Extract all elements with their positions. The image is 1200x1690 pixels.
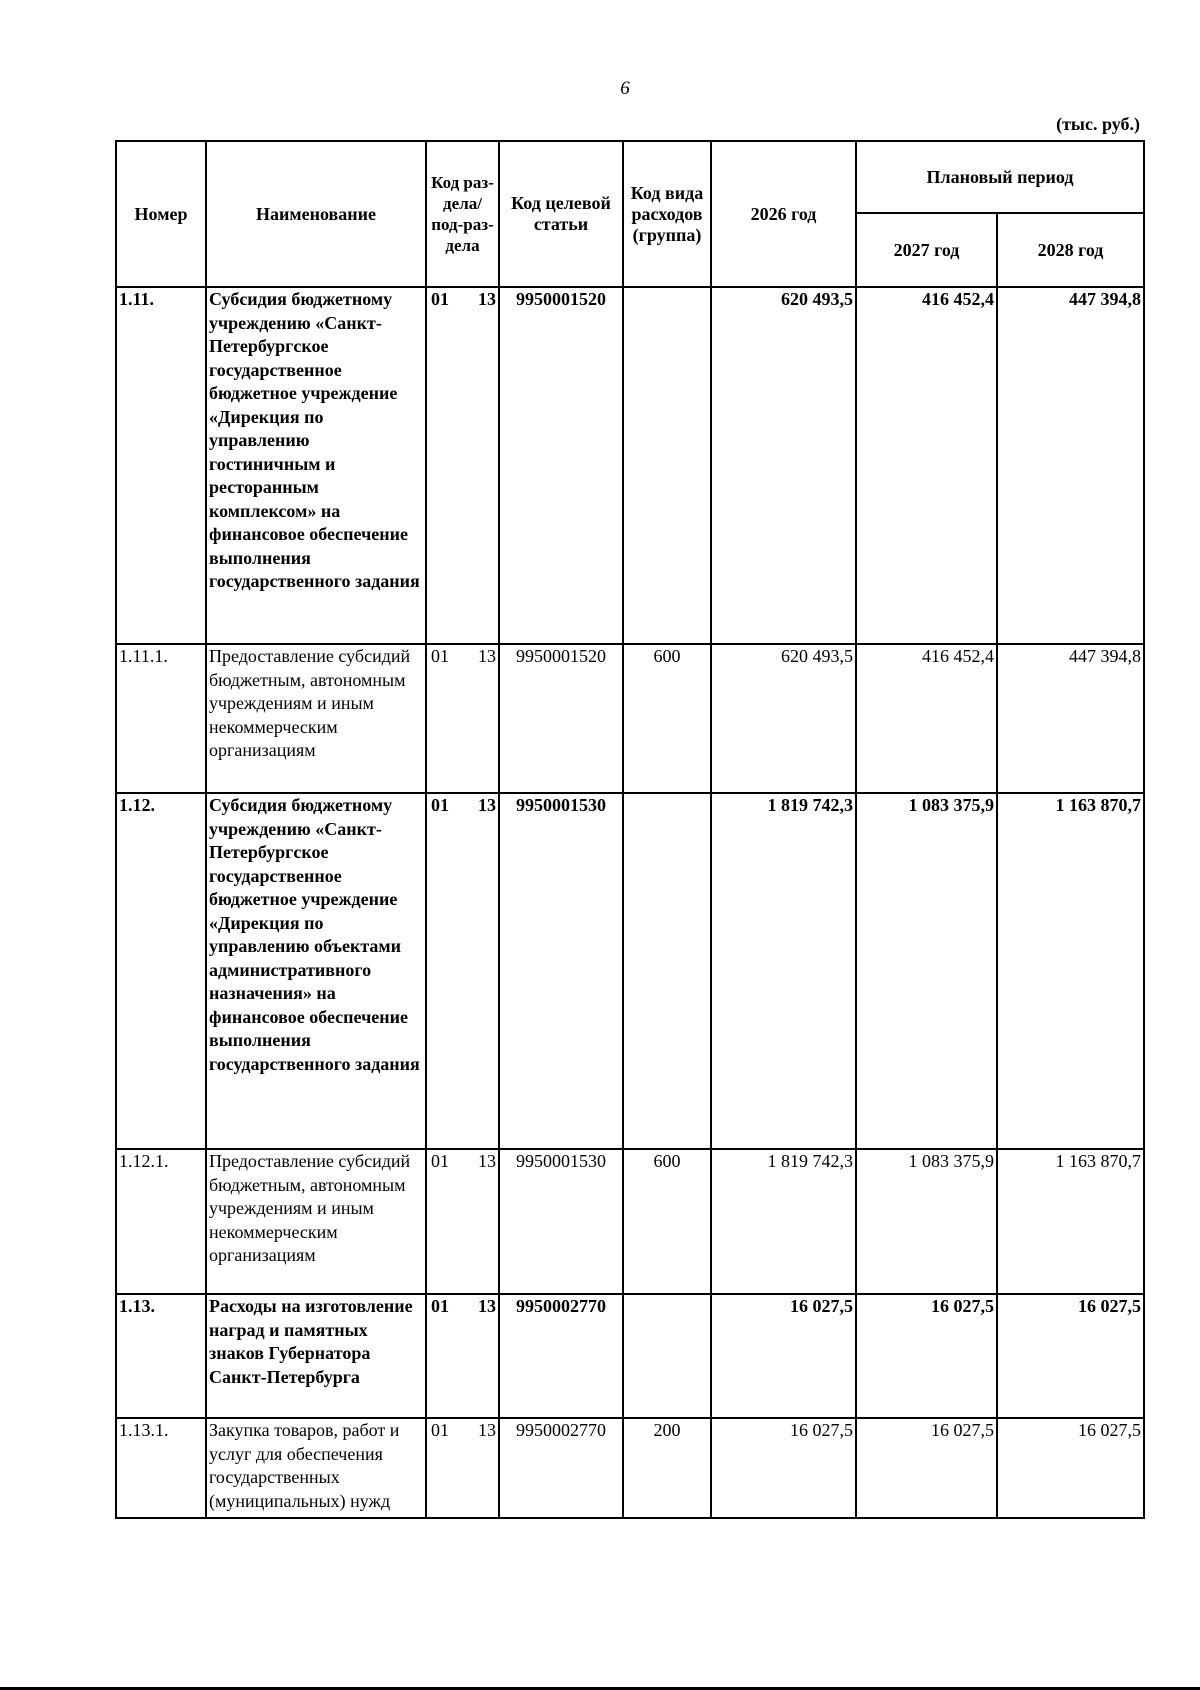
section-code: 01 bbox=[431, 1420, 449, 1440]
section-code: 01 bbox=[431, 289, 449, 309]
row-section bbox=[426, 793, 499, 1149]
row-number: 1.11. bbox=[116, 287, 206, 644]
row-target-code: 9950002770 bbox=[499, 1418, 623, 1518]
subsection-code: 13 bbox=[478, 795, 496, 815]
row-number: 1.11.1. bbox=[116, 644, 206, 793]
row-number: 1.13.1. bbox=[116, 1418, 206, 1518]
table-row bbox=[116, 287, 1144, 644]
row-amount-2027: 1 083 375,9 bbox=[856, 1149, 997, 1294]
row-name: Субсидия бюджетному учреждению «Санкт-Петербургское государственное бюджетное учреждение «Дирекция по управлению объектами административного назначения» на финансовое обеспечение выполнения государственного задания bbox=[206, 793, 426, 1149]
row-name: Предоставление субсидий бюджетным, автономным учреждениям и иным некоммерческим организациям bbox=[206, 1149, 426, 1294]
row-amount-2026: 620 493,5 bbox=[711, 644, 856, 793]
section-code: 01 bbox=[431, 646, 449, 666]
row-section bbox=[426, 287, 499, 644]
row-amount-2028: 1 163 870,7 bbox=[997, 1149, 1144, 1294]
header-number: Номер bbox=[116, 141, 206, 287]
section-code: 01 bbox=[431, 795, 449, 815]
row-type-code: 600 bbox=[623, 644, 711, 793]
row-target-code: 9950001520 bbox=[499, 287, 623, 644]
table-row bbox=[116, 644, 1144, 793]
row-type-code bbox=[623, 287, 711, 644]
subsection-code: 13 bbox=[478, 1296, 496, 1316]
header-section: Код раз-дела/ под-раз-дела bbox=[426, 141, 499, 287]
row-number: 1.12.1. bbox=[116, 1149, 206, 1294]
row-section bbox=[426, 1418, 499, 1518]
row-amount-2026: 1 819 742,3 bbox=[711, 793, 856, 1149]
row-amount-2028: 16 027,5 bbox=[997, 1294, 1144, 1418]
row-amount-2027: 16 027,5 bbox=[856, 1294, 997, 1418]
row-type-code bbox=[623, 793, 711, 1149]
row-amount-2026: 620 493,5 bbox=[711, 287, 856, 644]
row-amount-2026: 1 819 742,3 bbox=[711, 1149, 856, 1294]
header-planned-period: Плановый период bbox=[856, 141, 1144, 213]
row-target-code: 9950001530 bbox=[499, 793, 623, 1149]
header-name: Наименование bbox=[206, 141, 426, 287]
subsection-code: 13 bbox=[478, 646, 496, 666]
table-row bbox=[116, 1418, 1144, 1518]
row-number: 1.12. bbox=[116, 793, 206, 1149]
section-code: 01 bbox=[431, 1296, 449, 1316]
row-amount-2028: 1 163 870,7 bbox=[997, 793, 1144, 1149]
row-section bbox=[426, 1149, 499, 1294]
row-target-code: 9950001530 bbox=[499, 1149, 623, 1294]
header-2027: 2027 год bbox=[856, 213, 997, 287]
row-amount-2028: 447 394,8 bbox=[997, 287, 1144, 644]
table-row bbox=[116, 1149, 1144, 1294]
units-label: (тыс. руб.) bbox=[1056, 114, 1140, 134]
row-section bbox=[426, 644, 499, 793]
table-row bbox=[116, 1294, 1144, 1418]
page-number: 6 bbox=[620, 78, 630, 99]
subsection-code: 13 bbox=[478, 289, 496, 309]
header-target: Код целевой статьи bbox=[499, 141, 623, 287]
row-amount-2027: 1 083 375,9 bbox=[856, 793, 997, 1149]
table-header bbox=[116, 141, 1144, 287]
row-number: 1.13. bbox=[116, 1294, 206, 1418]
section-code: 01 bbox=[431, 1151, 449, 1171]
row-name: Субсидия бюджетному учреждению «Санкт-Петербургское государственное бюджетное учреждение «Дирекция по управлению гостиничным и ресторанным комплексом» на финансовое обеспечение выполнения государственного задания bbox=[206, 287, 426, 644]
row-amount-2028: 447 394,8 bbox=[997, 644, 1144, 793]
row-name: Предоставление субсидий бюджетным, автономным учреждениям и иным некоммерческим организациям bbox=[206, 644, 426, 793]
table-body bbox=[116, 287, 1144, 1518]
row-target-code: 9950002770 bbox=[499, 1294, 623, 1418]
row-target-code: 9950001520 bbox=[499, 644, 623, 793]
row-amount-2027: 416 452,4 bbox=[856, 644, 997, 793]
row-section bbox=[426, 1294, 499, 1418]
header-2026: 2026 год bbox=[711, 141, 856, 287]
row-amount-2027: 16 027,5 bbox=[856, 1418, 997, 1518]
subsection-code: 13 bbox=[478, 1420, 496, 1440]
row-type-code: 600 bbox=[623, 1149, 711, 1294]
header-2028: 2028 год bbox=[997, 213, 1144, 287]
row-type-code: 200 bbox=[623, 1418, 711, 1518]
row-amount-2026: 16 027,5 bbox=[711, 1294, 856, 1418]
table-row bbox=[116, 793, 1144, 1149]
budget-table bbox=[115, 140, 1145, 1519]
row-amount-2028: 16 027,5 bbox=[997, 1418, 1144, 1518]
subsection-code: 13 bbox=[478, 1151, 496, 1171]
row-amount-2027: 416 452,4 bbox=[856, 287, 997, 644]
row-type-code bbox=[623, 1294, 711, 1418]
row-name: Закупка товаров, работ и услуг для обеспечения государственных (муниципальных) нужд bbox=[206, 1418, 426, 1518]
row-amount-2026: 16 027,5 bbox=[711, 1418, 856, 1518]
header-type: Код вида расходов (группа) bbox=[623, 141, 711, 287]
row-name: Расходы на изготовление наград и памятных знаков Губернатора Санкт-Петербурга bbox=[206, 1294, 426, 1418]
